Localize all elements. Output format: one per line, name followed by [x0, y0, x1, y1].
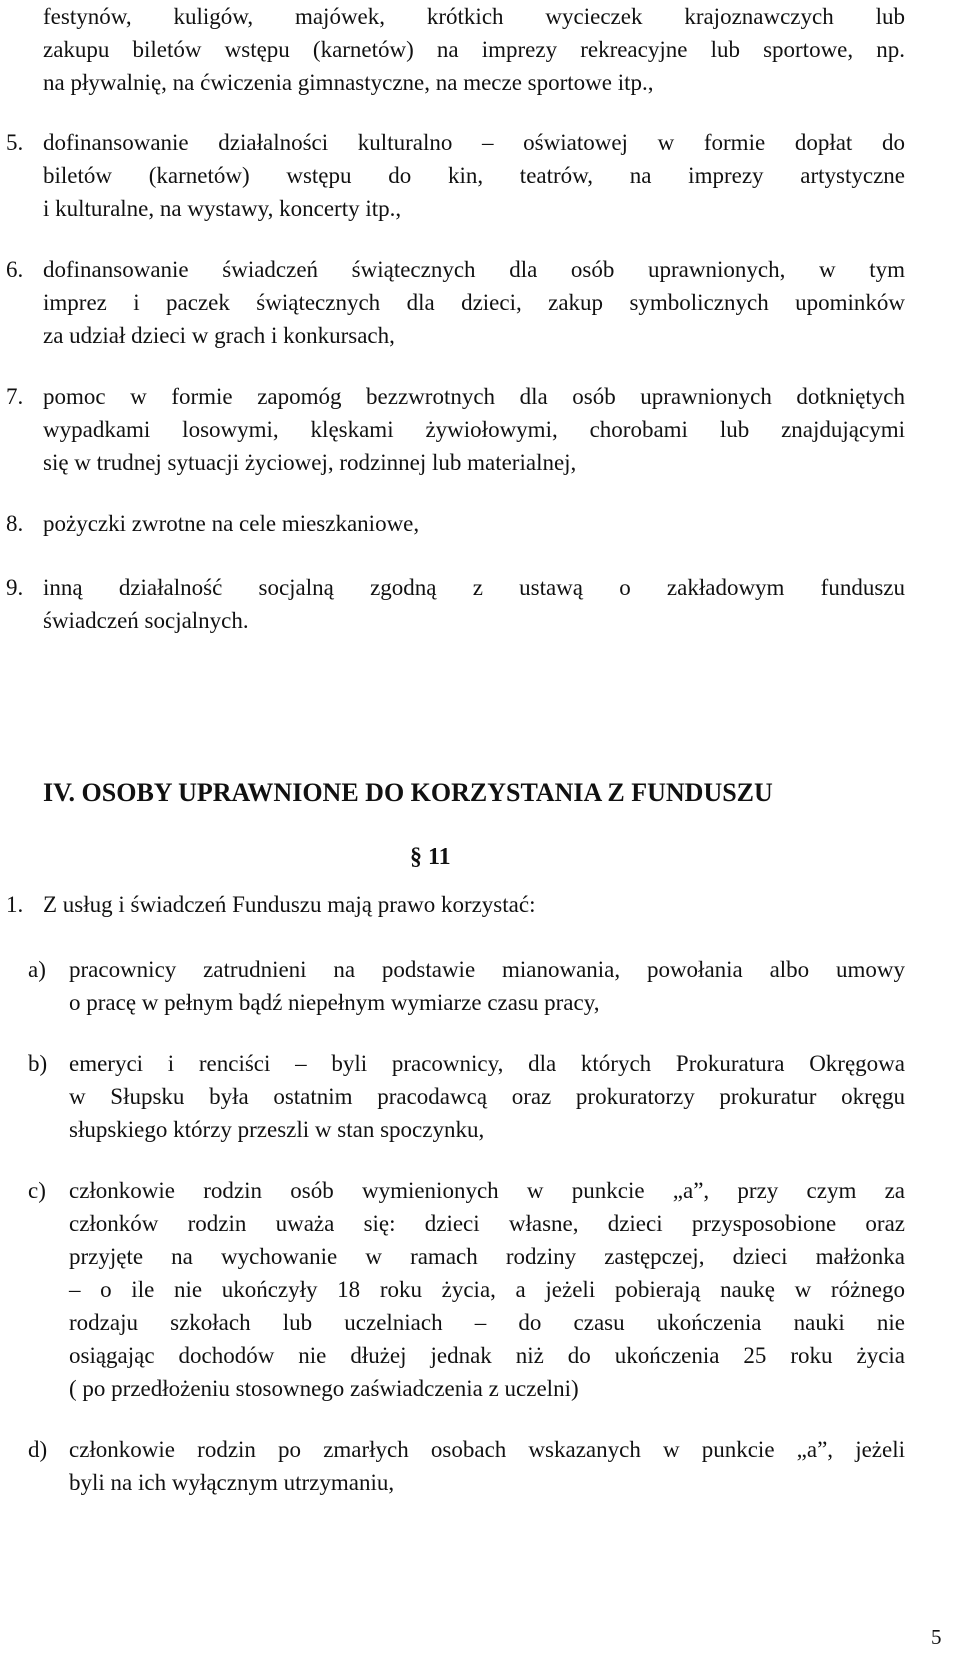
- sub-item-line: członków rodzin uważa się: dzieci własne, dzieci przysposobione oraz: [69, 1211, 905, 1236]
- sub-item-line: w Słupsku była ostatnim pracodawcą oraz prokuratorzy prokuratur okręgu: [69, 1084, 905, 1109]
- sub-item-letter: b): [28, 1051, 48, 1076]
- sub-item-line: ( po przedłożeniu stosownego zaświadczenia z uczelni): [69, 1376, 579, 1401]
- list-item-number: 5.: [6, 130, 24, 155]
- list-item-line: pomoc w formie zapomóg bezzwrotnych dla osób uprawnionych dotkniętych: [43, 384, 905, 409]
- list-item-line: biletów (karnetów) wstępu do kin, teatrów, na imprezy artystyczne: [43, 163, 905, 188]
- list-item-line: się w trudnej sytuacji życiowej, rodzinnej lub materialnej,: [43, 450, 577, 475]
- sub-item-line: członkowie rodzin po zmarłych osobach wskazanych w punkcie „a”, jeżeli: [69, 1437, 905, 1462]
- list-item-line: dofinansowanie świadczeń świątecznych dla osób uprawnionych, w tym: [43, 257, 905, 282]
- section-heading: IV. OSOBY UPRAWNIONE DO KORZYSTANIA Z FUNDUSZU: [43, 778, 773, 807]
- list-item-line: wypadkami losowymi, klęskami żywiołowymi, chorobami lub znajdującymi: [43, 417, 905, 442]
- list-item-number: 8.: [6, 511, 24, 536]
- sub-item-letter: d): [28, 1437, 48, 1462]
- sub-item-line: emeryci i renciści – byli pracownicy, dla których Prokuratura Okręgowa: [69, 1051, 905, 1076]
- sub-item-line: pracownicy zatrudnieni na podstawie mianowania, powołania albo umowy: [69, 957, 905, 982]
- list-item-line: za udział dzieci w grach i konkursach,: [43, 323, 395, 348]
- sub-item-line: słupskiego którzy przeszli w stan spoczynku,: [69, 1117, 485, 1142]
- list-item-line: i kulturalne, na wystawy, koncerty itp.,: [43, 196, 402, 221]
- list-item-line: pożyczki zwrotne na cele mieszkaniowe,: [43, 511, 420, 536]
- sub-item-line: – o ile nie ukończyły 18 roku życia, a jeżeli pobierają naukę w różnego: [69, 1277, 905, 1302]
- intro-line: festynów, kuligów, majówek, krótkich wycieczek krajoznawczych lub: [43, 4, 905, 29]
- sub-item-line: o pracę w pełnym bądź niepełnym wymiarze czasu pracy,: [69, 990, 600, 1015]
- sub-item-line: osiągając dochodów nie dłużej jednak niż do ukończenia 25 roku życia: [69, 1343, 905, 1368]
- page-number: 5: [931, 1625, 942, 1649]
- sub-item-letter: a): [28, 957, 46, 982]
- list-item-line: świadczeń socjalnych.: [43, 608, 249, 633]
- sub-item-line: przyjęte na wychowanie w ramach rodziny zastępczej, dzieci małżonka: [69, 1244, 905, 1269]
- sub-item-line: członkowie rodzin osób wymienionych w punkcie „a”, przy czym za: [69, 1178, 905, 1203]
- sub-item-line: byli na ich wyłącznym utrzymaniu,: [69, 1470, 395, 1495]
- clause-number: 1.: [6, 892, 24, 917]
- list-item-number: 9.: [6, 575, 24, 600]
- clause-text: Z usług i świadczeń Funduszu mają prawo korzystać:: [43, 892, 536, 917]
- list-item-line: imprez i paczek świątecznych dla dzieci, zakup symbolicznych upominków: [43, 290, 905, 315]
- list-item-number: 6.: [6, 257, 24, 282]
- list-item-line: dofinansowanie działalności kulturalno – oświatowej w formie dopłat do: [43, 130, 905, 155]
- intro-line: zakupu biletów wstępu (karnetów) na imprezy rekreacyjne lub sportowe, np.: [43, 37, 905, 62]
- paragraph-mark: § 11: [410, 844, 451, 870]
- intro-line: na pływalnię, na ćwiczenia gimnastyczne, na mecze sportowe itp.,: [43, 70, 654, 95]
- sub-item-letter: c): [28, 1178, 46, 1203]
- list-item-number: 7.: [6, 384, 24, 409]
- sub-item-line: rodzaju szkołach lub uczelniach – do czasu ukończenia nauki nie: [69, 1310, 905, 1335]
- list-item-line: inną działalność socjalną zgodną z ustawą o zakładowym funduszu: [43, 575, 905, 600]
